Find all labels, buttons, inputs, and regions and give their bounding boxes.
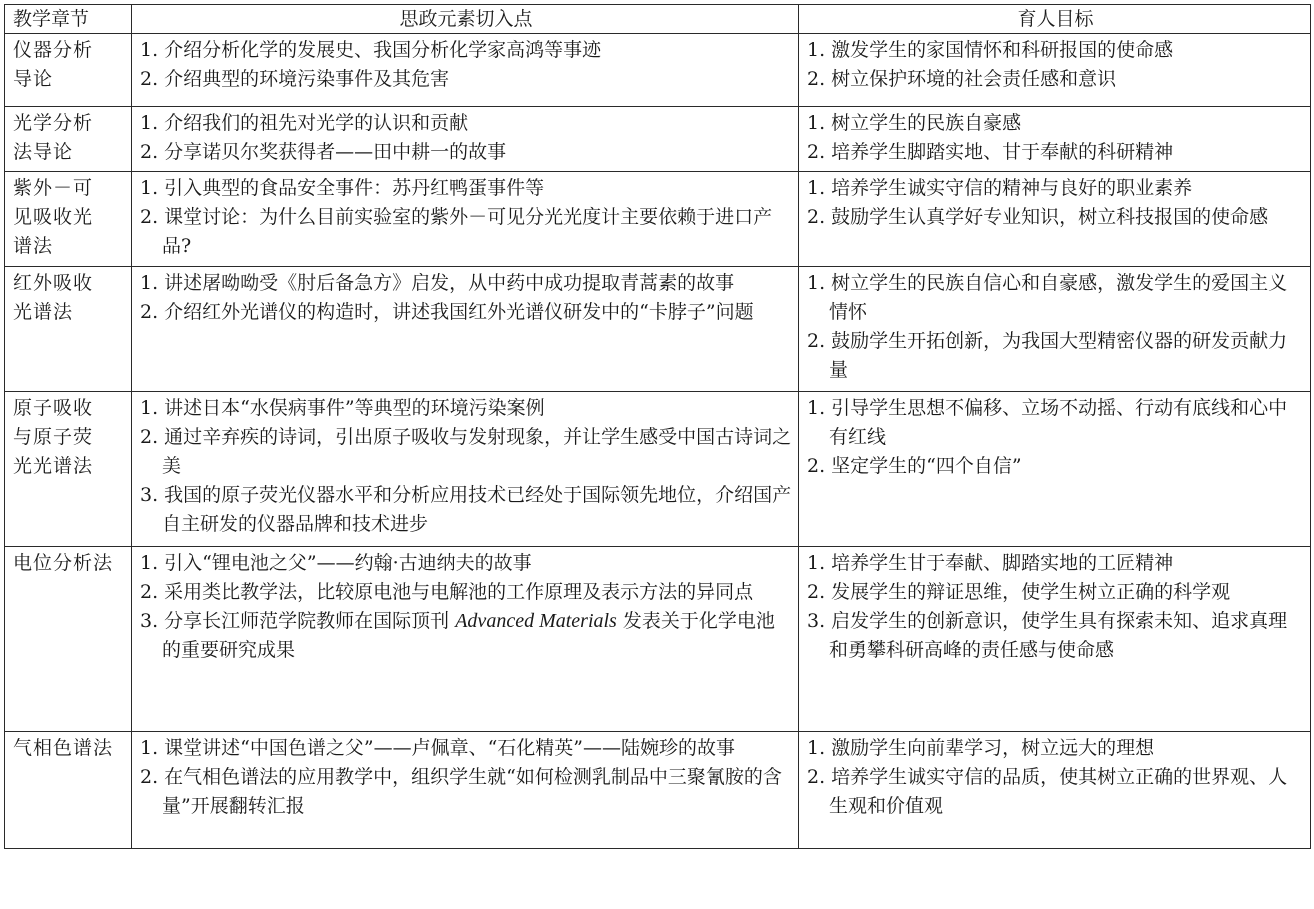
entry-point-cell bbox=[132, 34, 799, 107]
chapter-cell: 仪器分析 导论 bbox=[5, 34, 132, 107]
education-goal-cell bbox=[799, 392, 1311, 547]
entry-point-item: 1. 引入“锂电池之父”——约翰·古迪纳夫的故事 bbox=[140, 552, 532, 574]
journal-name: Advanced Materials bbox=[455, 610, 617, 632]
education-goal-cell bbox=[799, 547, 1311, 732]
entry-point-item: 3. 我国的原子荧光仪器水平和分析应用技术已经处于国际领先地位，介绍国产自主研发的仪器品牌和技术进步 bbox=[140, 484, 792, 535]
education-goal-item: 1. 树立学生的民族自信心和自豪感，激发学生的爱国主义情怀 bbox=[807, 272, 1288, 323]
education-goal-item: 2. 发展学生的辩证思维，使学生树立正确的科学观 bbox=[807, 581, 1231, 603]
table-row bbox=[5, 107, 1311, 172]
entry-point-item: 1. 引入典型的食品安全事件：苏丹红鸭蛋事件等 bbox=[140, 177, 545, 199]
table-row bbox=[5, 34, 1311, 107]
header-chapter: 教学章节 bbox=[5, 5, 132, 34]
table-row bbox=[5, 267, 1311, 392]
entry-point-item: 1. 介绍我们的祖先对光学的认识和贡献 bbox=[140, 112, 469, 134]
entry-point-item: 2. 介绍红外光谱仪的构造时，讲述我国红外光谱仪研发中的“卡脖子”问题 bbox=[140, 301, 754, 323]
chapter-cell: 光学分析 法导论 bbox=[5, 107, 132, 172]
entry-point-item: 2. 课堂讨论：为什么目前实验室的紫外－可见分光光度计主要依赖于进口产品? bbox=[140, 206, 773, 257]
education-goal-item: 2. 培养学生脚踏实地、甘于奉献的科研精神 bbox=[807, 141, 1174, 163]
education-goal-cell bbox=[799, 107, 1311, 172]
education-goal-item: 3. 启发学生的创新意识，使学生具有探索未知、追求真理和勇攀科研高峰的责任感与使命感 bbox=[807, 610, 1288, 661]
entry-text: 发表关于化学电池的重要研究成果 bbox=[162, 610, 775, 661]
education-goal-cell bbox=[799, 267, 1311, 392]
header-entry-point: 思政元素切入点 bbox=[132, 5, 799, 34]
education-goal-item: 2. 鼓励学生认真学好专业知识，树立科技报国的使命感 bbox=[807, 206, 1269, 228]
table-row bbox=[5, 547, 1311, 732]
entry-text: 3. 分享长江师范学院教师在国际顶刊 bbox=[140, 610, 456, 632]
education-goal-item: 1. 激励学生向前辈学习，树立远大的理想 bbox=[807, 737, 1155, 759]
education-goal-item: 2. 培养学生诚实守信的品质，使其树立正确的世界观、人生观和价值观 bbox=[807, 766, 1288, 817]
chapter-cell: 气相色谱法 bbox=[5, 732, 132, 849]
entry-point-cell bbox=[132, 267, 799, 392]
education-goal-cell bbox=[799, 172, 1311, 267]
education-goal-item: 2. 鼓励学生开拓创新，为我国大型精密仪器的研发贡献力量 bbox=[807, 330, 1288, 381]
entry-point-item: 1. 讲述屠呦呦受《肘后备急方》启发，从中药中成功提取青蒿素的故事 bbox=[140, 272, 735, 294]
header-row bbox=[5, 5, 1311, 34]
table-row bbox=[5, 172, 1311, 267]
table-row bbox=[5, 392, 1311, 547]
chapter-cell: 紫外－可 见吸收光 谱法 bbox=[5, 172, 132, 267]
entry-point-cell bbox=[132, 547, 799, 732]
entry-point-cell bbox=[132, 107, 799, 172]
education-goal-item: 1. 树立学生的民族自豪感 bbox=[807, 112, 1022, 134]
entry-point-cell bbox=[132, 172, 799, 267]
education-goal-item: 1. 引导学生思想不偏移、立场不动摇、行动有底线和心中有红线 bbox=[807, 397, 1288, 448]
entry-point-item: 1. 课堂讲述“中国色谱之父”——卢佩章、“石化精英”——陆婉珍的故事 bbox=[140, 737, 736, 759]
curriculum-ideology-table bbox=[4, 4, 1311, 849]
education-goal-cell bbox=[799, 34, 1311, 107]
chapter-cell: 原子吸收 与原子荧 光光谱法 bbox=[5, 392, 132, 547]
entry-point-cell bbox=[132, 392, 799, 547]
entry-point-item: 2. 在气相色谱法的应用教学中，组织学生就“如何检测乳制品中三聚氰胺的含量”开展翻转汇报 bbox=[140, 766, 782, 817]
table-row bbox=[5, 732, 1311, 849]
entry-point-item: 2. 通过辛弃疾的诗词，引出原子吸收与发射现象，并让学生感受中国古诗词之美 bbox=[140, 426, 792, 477]
entry-point-item: 1. 讲述日本“水俣病事件”等典型的环境污染案例 bbox=[140, 397, 545, 419]
entry-point-item: 2. 介绍典型的环境污染事件及其危害 bbox=[140, 68, 450, 90]
chapter-cell: 电位分析法 bbox=[5, 547, 132, 732]
entry-point-item: 2. 采用类比教学法，比较原电池与电解池的工作原理及表示方法的异同点 bbox=[140, 581, 754, 603]
education-goal-item: 1. 激发学生的家国情怀和科研报国的使命感 bbox=[807, 39, 1174, 61]
entry-point-cell bbox=[132, 732, 799, 849]
header-education-goal: 育人目标 bbox=[799, 5, 1311, 34]
education-goal-cell bbox=[799, 732, 1311, 849]
education-goal-item: 1. 培养学生甘于奉献、脚踏实地的工匠精神 bbox=[807, 552, 1174, 574]
entry-point-item: 1. 介绍分析化学的发展史、我国分析化学家高鸿等事迹 bbox=[140, 39, 602, 61]
entry-point-item: 2. 分享诺贝尔奖获得者——田中耕一的故事 bbox=[140, 141, 507, 163]
education-goal-item: 1. 培养学生诚实守信的精神与良好的职业素养 bbox=[807, 177, 1193, 199]
education-goal-item: 2. 树立保护环境的社会责任感和意识 bbox=[807, 68, 1117, 90]
entry-point-item bbox=[140, 607, 792, 665]
education-goal-item: 2. 坚定学生的“四个自信” bbox=[807, 455, 1022, 477]
chapter-cell: 红外吸收 光谱法 bbox=[5, 267, 132, 392]
